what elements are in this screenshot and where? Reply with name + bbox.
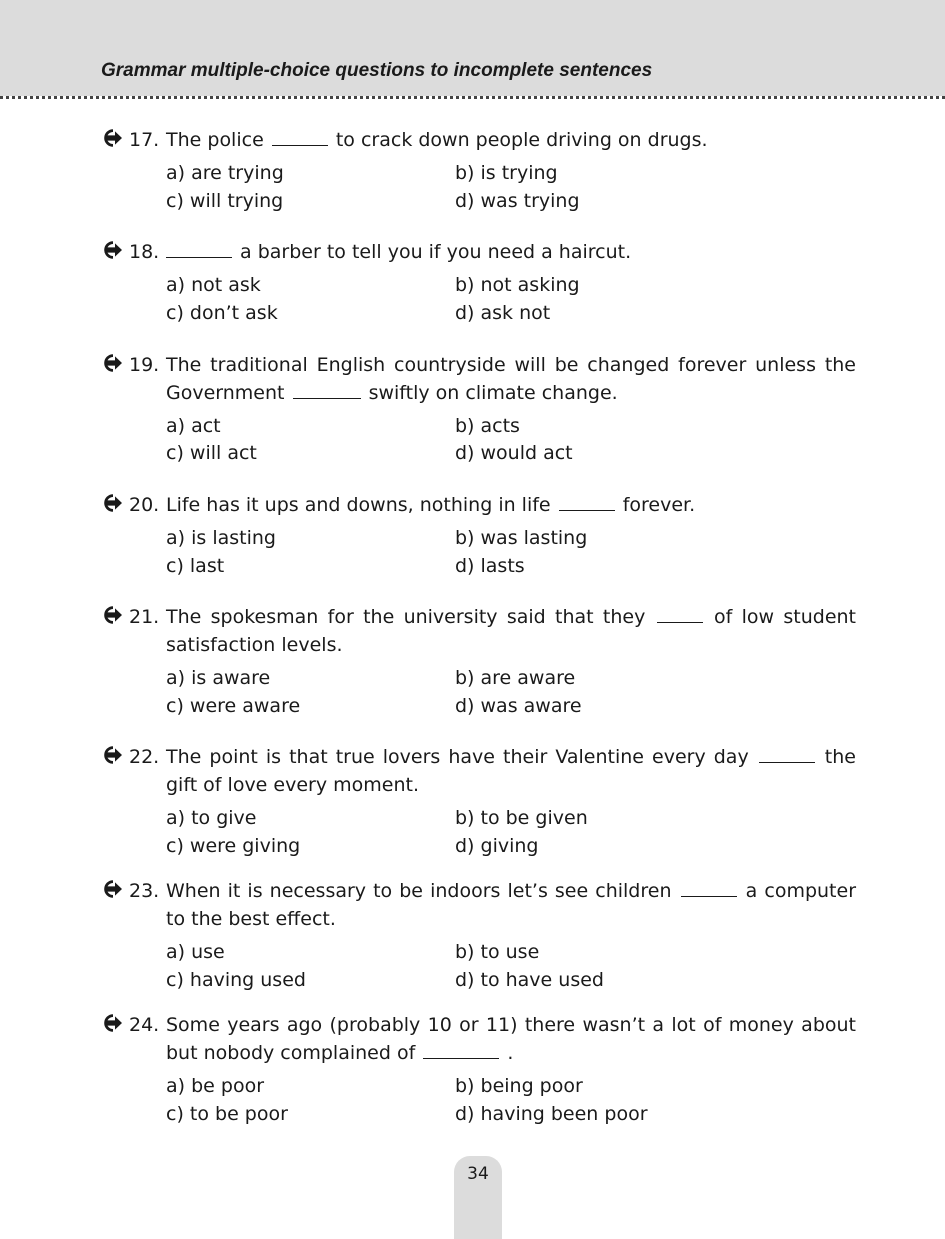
option-b: b) to use bbox=[455, 941, 540, 963]
option-c: c) having used bbox=[166, 969, 306, 991]
arrow-bullet-icon bbox=[103, 1013, 123, 1033]
option-d: d) lasts bbox=[455, 555, 525, 577]
question-stem: Some years ago (probably 10 or 11) there wasn’t a lot of money about but nobody complained of . bbox=[166, 1014, 856, 1064]
question-stem: When it is necessary to be indoors let’s see children a computer to the best effect. bbox=[166, 880, 857, 930]
answer-blank bbox=[759, 744, 815, 763]
option-a: a) be poor bbox=[166, 1075, 265, 1097]
question-number: 20. bbox=[129, 494, 160, 516]
option-b: b) is trying bbox=[455, 162, 558, 184]
option-c: c) don’t ask bbox=[166, 302, 278, 324]
option-c: c) will trying bbox=[166, 190, 284, 212]
option-a: a) to give bbox=[166, 807, 257, 829]
option-d: d) would act bbox=[455, 442, 573, 464]
option-a: a) act bbox=[166, 415, 221, 437]
arrow-bullet-icon bbox=[103, 493, 123, 513]
arrow-bullet-icon bbox=[103, 240, 123, 260]
option-d: d) was aware bbox=[455, 695, 582, 717]
answer-blank bbox=[657, 604, 703, 623]
option-c: c) were giving bbox=[166, 835, 301, 857]
option-a: a) use bbox=[166, 941, 225, 963]
page-number-tab bbox=[454, 1156, 502, 1239]
option-d: d) was trying bbox=[455, 190, 580, 212]
answer-blank bbox=[272, 127, 328, 146]
arrow-bullet-icon bbox=[103, 879, 123, 899]
option-b: b) being poor bbox=[455, 1075, 583, 1097]
option-c: c) were aware bbox=[166, 695, 301, 717]
answer-blank bbox=[293, 380, 361, 399]
option-c: c) last bbox=[166, 555, 225, 577]
option-c: c) will act bbox=[166, 442, 257, 464]
question-stem: The point is that true lovers have their Valentine every day the gift of love every moment. bbox=[166, 746, 856, 796]
answer-blank bbox=[681, 878, 737, 897]
option-a: a) are trying bbox=[166, 162, 284, 184]
section-title: Grammar multiple-choice questions to incomplete sentences bbox=[101, 60, 653, 81]
option-a: a) not ask bbox=[166, 274, 261, 296]
option-b: b) are aware bbox=[455, 667, 576, 689]
answer-blank bbox=[166, 239, 232, 258]
question-number: 19. bbox=[129, 354, 160, 376]
question-number: 17. bbox=[129, 129, 160, 151]
option-b: b) not asking bbox=[455, 274, 580, 296]
page-header bbox=[0, 0, 945, 96]
option-b: b) was lasting bbox=[455, 527, 588, 549]
question-stem: Life has it ups and downs, nothing in life forever. bbox=[166, 494, 696, 516]
option-d: d) having been poor bbox=[455, 1103, 648, 1125]
option-a: a) is lasting bbox=[166, 527, 276, 549]
question-number: 24. bbox=[129, 1014, 160, 1036]
question-number: 18. bbox=[129, 241, 160, 263]
option-c: c) to be poor bbox=[166, 1103, 288, 1125]
arrow-bullet-icon bbox=[103, 745, 123, 765]
option-a: a) is aware bbox=[166, 667, 271, 689]
question-number: 21. bbox=[129, 606, 160, 628]
question-number: 23. bbox=[129, 880, 160, 902]
dotted-divider bbox=[0, 96, 945, 99]
question-stem: The police to crack down people driving on drugs. bbox=[166, 129, 708, 151]
option-b: b) acts bbox=[455, 415, 520, 437]
option-d: d) to have used bbox=[455, 969, 604, 991]
option-d: d) ask not bbox=[455, 302, 551, 324]
arrow-bullet-icon bbox=[103, 128, 123, 148]
page-number: 34 bbox=[467, 1164, 489, 1184]
question-number: 22. bbox=[129, 746, 160, 768]
arrow-bullet-icon bbox=[103, 353, 123, 373]
option-b: b) to be given bbox=[455, 807, 588, 829]
option-d: d) giving bbox=[455, 835, 539, 857]
answer-blank bbox=[423, 1040, 499, 1059]
answer-blank bbox=[559, 492, 615, 511]
question-stem: The traditional English countryside will be changed forever unless the Government swiftly on climate change. bbox=[166, 354, 856, 404]
question-stem: a barber to tell you if you need a haircut. bbox=[166, 238, 856, 266]
arrow-bullet-icon bbox=[103, 605, 123, 625]
question-stem: The spokesman for the university said that they of low student satisfaction levels. bbox=[166, 606, 857, 656]
